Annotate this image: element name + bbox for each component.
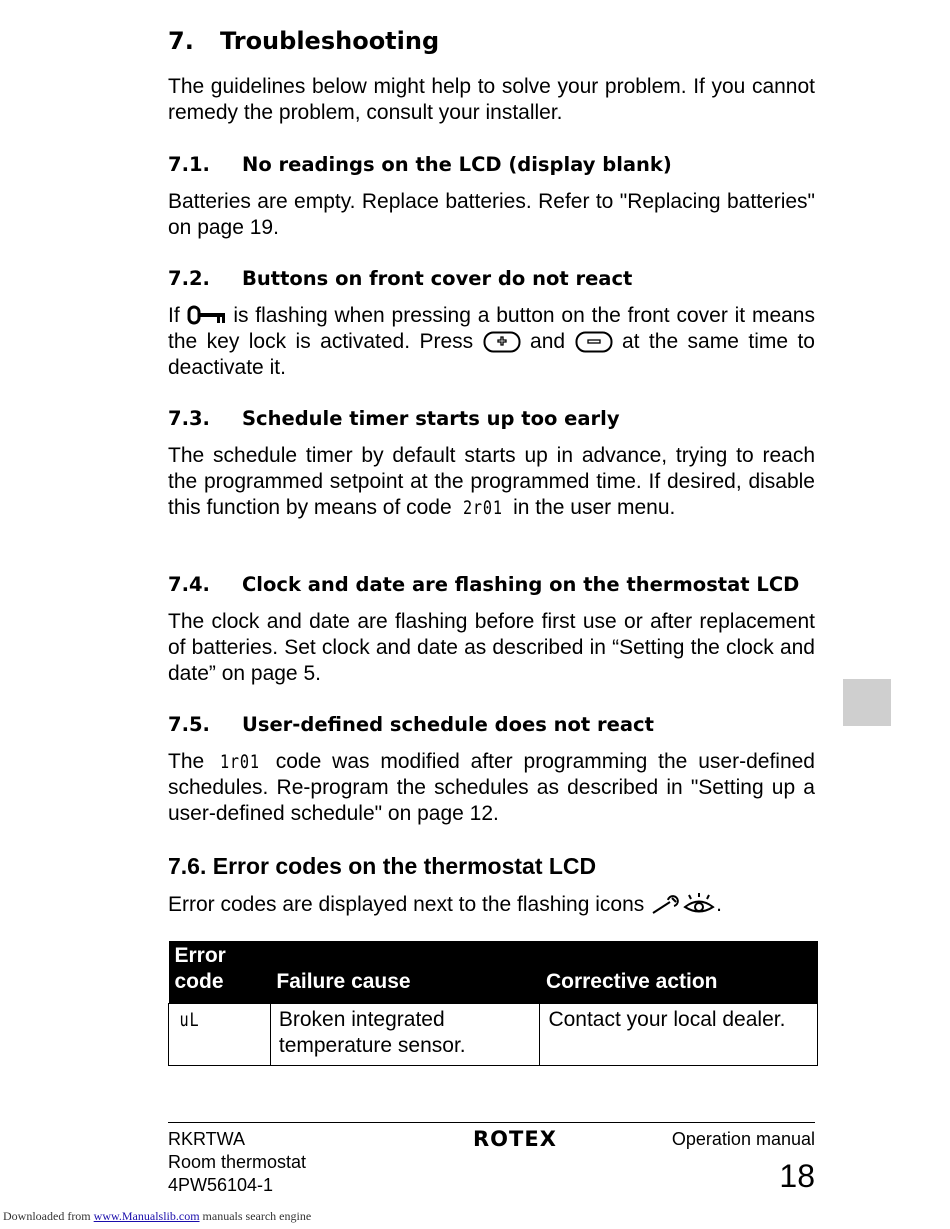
footer-manual: Operation manual: [671, 1129, 815, 1149]
column-header: Corrective action: [540, 941, 818, 1004]
footer-docnum: 4PW56104-1: [168, 1175, 274, 1195]
section-heading: 7.5. User-defined schedule does not react: [168, 713, 654, 736]
section-text: The clock and date are flashing before first use or after replacement of batteries. Set clock and date as described in “Setting the clock and date” on page 5.: [168, 610, 815, 685]
wrench-icon: [650, 894, 682, 916]
section-7-3: [168, 406, 815, 521]
failure-cause-cell: Broken integrated temperature sensor.: [270, 1004, 540, 1066]
section-text: If is flashing when pressing a button on the front cover it means the key lock is activated. Press and at the same time to deactivate it.: [168, 304, 815, 379]
page-number: 18: [779, 1158, 815, 1194]
intro-block: [168, 74, 815, 126]
error-code-cell: uL: [169, 1004, 271, 1066]
corrective-action-cell: Contact your local dealer.: [540, 1004, 818, 1066]
minus-button-icon: [575, 331, 613, 353]
footer-model: RKRTWA: [168, 1129, 246, 1149]
intro-text: The guidelines below might help to solve your problem. If you cannot remedy the problem, consult your installer.: [168, 75, 815, 124]
manualslib-link[interactable]: www.Manualslib.com: [93, 1209, 200, 1223]
section-7-2: [168, 266, 815, 381]
section-7-4: [168, 572, 815, 687]
section-heading: 7.1. No readings on the LCD (display blank): [168, 153, 672, 176]
footer-product: Room thermostat: [168, 1152, 307, 1172]
footer-divider: [168, 1122, 815, 1123]
section-heading: 7.2. Buttons on front cover do not react: [168, 267, 633, 290]
footer-left: [168, 1128, 306, 1197]
column-header: Error code: [169, 941, 271, 1004]
eye-icon: [682, 893, 716, 917]
section-text: Error codes are displayed next to the flashing icons .: [168, 893, 722, 916]
brand-logo: ROTEX: [473, 1127, 557, 1151]
error-code-table: [168, 941, 818, 1066]
section-text: The 1r01 code was modified after programming the user-defined schedules. Re-program the schedules as described in "Setting up a user-defined schedule" on page 12.: [168, 750, 815, 825]
chapter-tab-marker: [843, 679, 891, 726]
download-notice: Downloaded from www.Manualslib.com manuals search engine: [3, 1209, 312, 1223]
column-header: Failure cause: [270, 941, 540, 1004]
section-heading: 7.6. Error codes on the thermostat LCD: [168, 853, 597, 879]
section-7-6: [168, 853, 815, 918]
section-7-5: [168, 712, 815, 827]
chapter-heading: 7. Troubleshooting: [168, 27, 440, 55]
section-7-1: [168, 152, 815, 241]
lcd-code: 1r01: [220, 751, 260, 773]
plus-button-icon: [483, 331, 521, 353]
section-heading: 7.3. Schedule timer starts up too early: [168, 407, 620, 430]
lcd-code: 2r01: [462, 497, 503, 519]
section-text: Batteries are empty. Replace batteries. Refer to "Replacing batteries" on page 19.: [168, 190, 815, 239]
table-row: [169, 1004, 818, 1066]
key-icon: [187, 305, 227, 327]
section-heading: 7.4. Clock and date are flashing on the thermostat LCD: [168, 573, 800, 596]
section-text: The schedule timer by default starts up in advance, trying to reach the programmed setpoint at the programmed time. If desired, disable this function by means of code 2r01 in the user menu.: [168, 444, 815, 519]
table-header-row: [169, 941, 818, 1004]
